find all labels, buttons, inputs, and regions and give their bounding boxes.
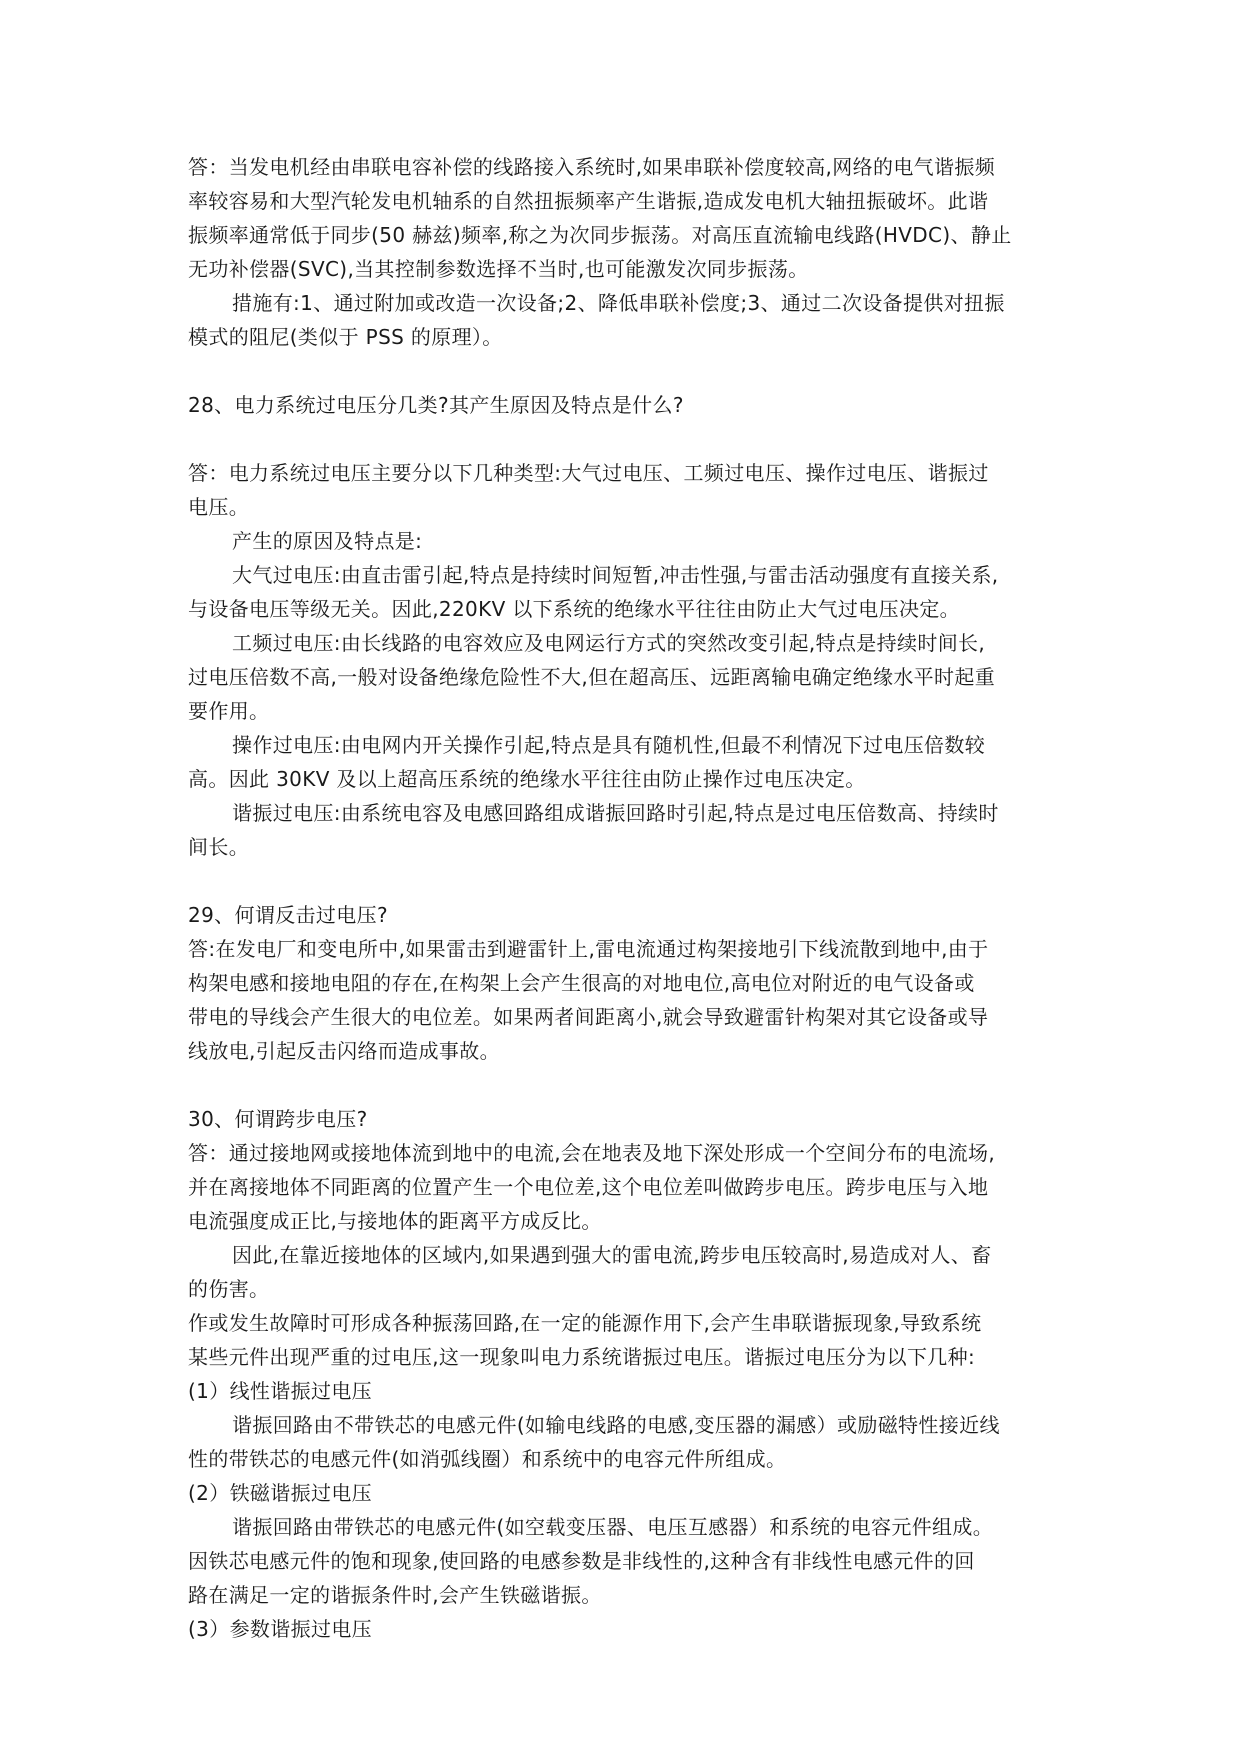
text-line: 谐振过电压:由系统电容及电感回路组成谐振回路时引起,特点是过电压倍数高、持续时 bbox=[232, 801, 999, 825]
text-line: 间长。 bbox=[188, 835, 250, 859]
text-line: 答:在发电厂和变电所中,如果雷击到避雷针上,雷电流通过构架接地引下线流散到地中,由于 bbox=[188, 937, 989, 961]
document-page bbox=[188, 150, 1054, 1646]
text-line: 过电压倍数不高,一般对设备绝缘危险性不大,但在超高压、远距离输电确定绝缘水平时起重 bbox=[188, 665, 996, 689]
text-line: 因铁芯电感元件的饱和现象,使回路的电感参数是非线性的,这种含有非线性电感元件的回 bbox=[188, 1549, 975, 1573]
text-line: 性的带铁芯的电感元件(如消弧线圈）和系统中的电容元件所组成。 bbox=[188, 1447, 787, 1471]
text-line: 答：电力系统过电压主要分以下几种类型:大气过电压、工频过电压、操作过电压、谐振过 bbox=[188, 461, 989, 485]
text-line: 路在满足一定的谐振条件时,会产生铁磁谐振。 bbox=[188, 1583, 602, 1607]
text-line: 高。因此 30KV 及以上超高压系统的绝缘水平往往由防止操作过电压决定。 bbox=[188, 767, 866, 791]
text-line: 因此,在靠近接地体的区域内,如果遇到强大的雷电流,跨步电压较高时,易造成对人、畜 bbox=[232, 1243, 992, 1267]
text-line: 答：通过接地网或接地体流到地中的电流,会在地表及地下深处形成一个空间分布的电流场, bbox=[188, 1141, 996, 1165]
text-line: 谐振回路由不带铁芯的电感元件(如输电线路的电感,变压器的漏感）或励磁特性接近线 bbox=[232, 1413, 1000, 1437]
question-28: 28、电力系统过电压分几类?其产生原因及特点是什么? bbox=[188, 393, 684, 417]
question-29: 29、何谓反击过电压? bbox=[188, 903, 388, 927]
item-heading: (2）铁磁谐振过电压 bbox=[188, 1481, 373, 1505]
text-line: 线放电,引起反击闪络而造成事故。 bbox=[188, 1039, 500, 1063]
text-line: 要作用。 bbox=[188, 699, 270, 723]
text-line: 与设备电压等级无关。因此,220KV 以下系统的绝缘水平往往由防止大气过电压决定。 bbox=[188, 597, 961, 621]
text-line: 带电的导线会产生很大的电位差。如果两者间距离小,就会导致避雷针构架对其它设备或导 bbox=[188, 1005, 989, 1029]
text-line: 率较容易和大型汽轮发电机轴系的自然扭振频率产生谐振,造成发电机大轴扭振破坏。此谐 bbox=[188, 189, 989, 213]
text-line: 答：当发电机经由串联电容补偿的线路接入系统时,如果串联补偿度较高,网络的电气谐振频 bbox=[188, 155, 996, 179]
question-30: 30、何谓跨步电压? bbox=[188, 1107, 368, 1131]
item-heading: (1）线性谐振过电压 bbox=[188, 1379, 373, 1403]
text-line: 电压。 bbox=[188, 495, 250, 519]
answer-29 bbox=[188, 932, 1054, 1068]
text-line: 无功补偿器(SVC),当其控制参数选择不当时,也可能激发次同步振荡。 bbox=[188, 257, 809, 281]
text-line: 电流强度成正比,与接地体的距离平方成反比。 bbox=[188, 1209, 602, 1233]
item-heading: (3）参数谐振过电压 bbox=[188, 1617, 373, 1641]
text-line: 构架电感和接地电阻的存在,在构架上会产生很高的对地电位,高电位对附近的电气设备或 bbox=[188, 971, 975, 995]
text-line: 振频率通常低于同步(50 赫兹)频率,称之为次同步振荡。对高压直流输电线路(HVDC)、静止 bbox=[188, 223, 1012, 247]
text-line: 作或发生故障时可形成各种振荡回路,在一定的能源作用下,会产生串联谐振现象,导致系统 bbox=[188, 1311, 982, 1335]
text-line: 大气过电压:由直击雷引起,特点是持续时间短暂,冲击性强,与雷击活动强度有直接关系, bbox=[232, 563, 999, 587]
text-line: 并在离接地体不同距离的位置产生一个电位差,这个电位差叫做跨步电压。跨步电压与入地 bbox=[188, 1175, 989, 1199]
answer-27 bbox=[188, 150, 1054, 354]
answer-30 bbox=[188, 1136, 1054, 1646]
text-line: 某些元件出现严重的过电压,这一现象叫电力系统谐振过电压。谐振过电压分为以下几种: bbox=[188, 1345, 976, 1369]
text-line: 工频过电压:由长线路的电容效应及电网运行方式的突然改变引起,特点是持续时间长, bbox=[232, 631, 986, 655]
answer-28 bbox=[188, 456, 1054, 864]
text-line: 产生的原因及特点是: bbox=[232, 529, 423, 553]
text-line: 措施有:1、通过附加或改造一次设备;2、降低串联补偿度;3、通过二次设备提供对扭振 bbox=[232, 291, 1005, 315]
text-line: 的伤害。 bbox=[188, 1277, 270, 1301]
text-line: 模式的阻尼(类似于 PSS 的原理）。 bbox=[188, 325, 503, 349]
text-line: 谐振回路由带铁芯的电感元件(如空载变压器、电压互感器）和系统的电容元件组成。 bbox=[232, 1515, 994, 1539]
text-line: 操作过电压:由电网内开关操作引起,特点是具有随机性,但最不利情况下过电压倍数较 bbox=[232, 733, 986, 757]
